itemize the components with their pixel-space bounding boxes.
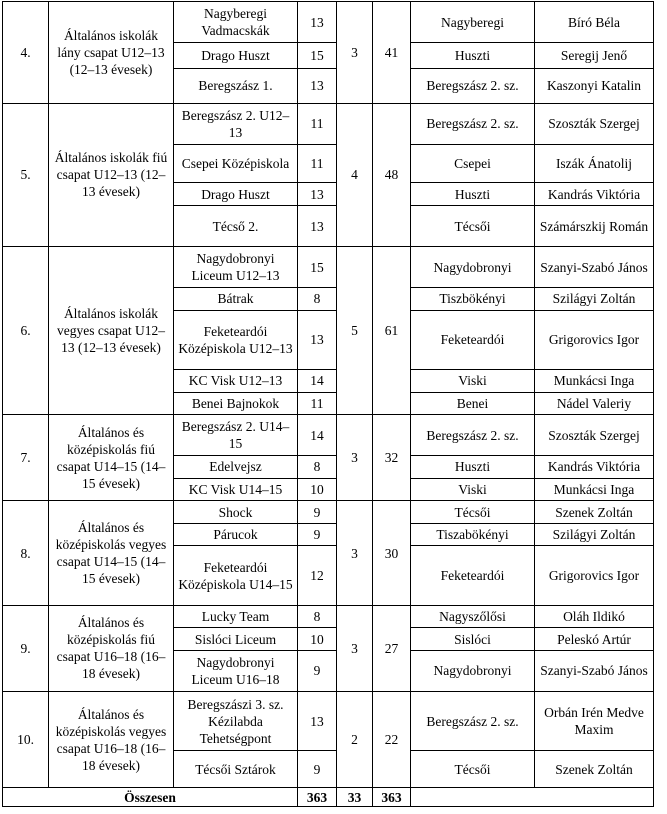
school-cell: Técsői (411, 501, 535, 524)
school-cell: Nagydobronyi (411, 650, 535, 691)
team-name-cell: Feketeardói Középiskola U14–15 (174, 546, 298, 605)
team-name-cell: Sislóci Liceum (174, 628, 298, 651)
table-row (3, 691, 654, 750)
coach-cell: Oláh Ildikó (535, 605, 654, 628)
team-name-cell: Benei Bajnokok (174, 392, 298, 415)
club-count-cell: 3 (337, 501, 373, 606)
table-row (3, 103, 654, 144)
player-count-cell: 15 (298, 247, 337, 288)
team-name-cell: Shock (174, 501, 298, 524)
coach-cell: Iszák Ánatolij (535, 144, 654, 183)
team-name-cell: Beregszász 2. U12–13 (174, 103, 298, 144)
player-count-cell: 13 (298, 206, 337, 247)
category-cell: Általános és középiskolás vegyes csapat U14–15 (14–15 évesek) (49, 501, 174, 606)
players-total-cell: 22 (373, 691, 411, 787)
total-clubs: 33 (337, 788, 373, 807)
player-count-cell: 9 (298, 751, 337, 788)
players-total-cell: 41 (373, 2, 411, 104)
team-name-cell: Nagydobronyi Liceum U16–18 (174, 650, 298, 691)
school-cell: Nagyszőlősi (411, 605, 535, 628)
category-cell: Általános és középiskolás fiú csapat U16–18 (16–18 évesek) (49, 605, 174, 691)
table-row (3, 247, 654, 288)
team-name-cell: Edelvejsz (174, 456, 298, 479)
team-name-cell: Técsői Sztárok (174, 751, 298, 788)
total-row (3, 788, 654, 807)
player-count-cell: 13 (298, 2, 337, 43)
coach-cell: Szanyi-Szabó János (535, 247, 654, 288)
teams-table (2, 1, 654, 807)
school-cell: Benei (411, 392, 535, 415)
table-row (3, 501, 654, 524)
coach-cell: Peleskó Artúr (535, 628, 654, 651)
coach-cell: Munkácsi Inga (535, 370, 654, 393)
players-total-cell: 32 (373, 415, 411, 501)
table-row (3, 2, 654, 43)
row-number: 9. (3, 605, 49, 691)
category-cell: Általános iskolák fiú csapat U12–13 (12–13 évesek) (49, 103, 174, 247)
school-cell: Viski (411, 370, 535, 393)
coach-cell: Szilágyi Zoltán (535, 523, 654, 546)
player-count-cell: 14 (298, 370, 337, 393)
coach-cell: Szoszták Szergej (535, 415, 654, 456)
team-name-cell: KC Visk U12–13 (174, 370, 298, 393)
player-count-cell: 12 (298, 546, 337, 605)
coach-cell: Bíró Béla (535, 2, 654, 43)
school-cell: Csepei (411, 144, 535, 183)
coach-cell: Kandrás Viktória (535, 456, 654, 479)
category-cell: Általános iskolák vegyes csapat U12–13 (12–13 évesek) (49, 247, 174, 415)
school-cell: Beregszász 2. sz. (411, 68, 535, 103)
coach-cell: Grigorovics Igor (535, 546, 654, 605)
coach-cell: Kandrás Viktória (535, 183, 654, 206)
total-label: Összesen (3, 788, 298, 807)
player-count-cell: 11 (298, 103, 337, 144)
player-count-cell: 13 (298, 310, 337, 369)
team-name-cell: Beregszász 1. (174, 68, 298, 103)
coach-cell: Szenek Zoltán (535, 751, 654, 788)
team-name-cell: Beregszász 2. U14–15 (174, 415, 298, 456)
school-cell: Beregszász 2. sz. (411, 691, 535, 750)
club-count-cell: 5 (337, 247, 373, 415)
team-name-cell: Técső 2. (174, 206, 298, 247)
player-count-cell: 9 (298, 501, 337, 524)
school-cell: Técsői (411, 751, 535, 788)
player-count-cell: 8 (298, 288, 337, 311)
school-cell: Nagydobronyi (411, 247, 535, 288)
player-count-cell: 10 (298, 628, 337, 651)
category-cell: Általános és középiskolás vegyes csapat U16–18 (16–18 évesek) (49, 691, 174, 787)
row-number: 8. (3, 501, 49, 606)
category-cell: Általános iskolák lány csapat U12–13 (12–13 évesek) (49, 2, 174, 104)
player-count-cell: 10 (298, 478, 337, 501)
player-count-cell: 14 (298, 415, 337, 456)
team-name-cell: Drago Huszt (174, 183, 298, 206)
coach-cell: Seregij Jenő (535, 43, 654, 69)
school-cell: Beregszász 2. sz. (411, 103, 535, 144)
school-cell: Tiszbökényi (411, 288, 535, 311)
team-name-cell: Beregszászi 3. sz. Kézilabda Tehetségpont (174, 691, 298, 750)
coach-cell: Munkácsi Inga (535, 478, 654, 501)
coach-cell: Számárszkij Román (535, 206, 654, 247)
club-count-cell: 2 (337, 691, 373, 787)
club-count-cell: 3 (337, 2, 373, 104)
row-number: 10. (3, 691, 49, 787)
school-cell: Huszti (411, 183, 535, 206)
player-count-cell: 9 (298, 650, 337, 691)
players-total-cell: 61 (373, 247, 411, 415)
row-number: 7. (3, 415, 49, 501)
school-cell: Beregszász 2. sz. (411, 415, 535, 456)
players-total-cell: 27 (373, 605, 411, 691)
school-cell: Sislóci (411, 628, 535, 651)
coach-cell: Kaszonyi Katalin (535, 68, 654, 103)
table-row (3, 415, 654, 456)
coach-cell: Szanyi-Szabó János (535, 650, 654, 691)
school-cell: Viski (411, 478, 535, 501)
team-name-cell: KC Visk U14–15 (174, 478, 298, 501)
players-total-cell: 30 (373, 501, 411, 606)
coach-cell: Orbán Irén Medve Maxim (535, 691, 654, 750)
team-name-cell: Lucky Team (174, 605, 298, 628)
coach-cell: Szilágyi Zoltán (535, 288, 654, 311)
club-count-cell: 3 (337, 415, 373, 501)
club-count-cell: 3 (337, 605, 373, 691)
team-name-cell: Nagyberegi Vadmacskák (174, 2, 298, 43)
empty-cell (411, 788, 654, 807)
team-name-cell: Drago Huszt (174, 43, 298, 69)
player-count-cell: 8 (298, 605, 337, 628)
team-name-cell: Párucok (174, 523, 298, 546)
player-count-cell: 15 (298, 43, 337, 69)
player-count-cell: 11 (298, 392, 337, 415)
team-name-cell: Csepei Középiskola (174, 144, 298, 183)
coach-cell: Szoszták Szergej (535, 103, 654, 144)
total-count: 363 (298, 788, 337, 807)
player-count-cell: 8 (298, 456, 337, 479)
players-total-cell: 48 (373, 103, 411, 247)
player-count-cell: 11 (298, 144, 337, 183)
player-count-cell: 13 (298, 183, 337, 206)
school-cell: Feketeardói (411, 310, 535, 369)
team-name-cell: Bátrak (174, 288, 298, 311)
school-cell: Huszti (411, 43, 535, 69)
school-cell: Huszti (411, 456, 535, 479)
school-cell: Tiszabökényi (411, 523, 535, 546)
school-cell: Feketeardói (411, 546, 535, 605)
school-cell: Nagyberegi (411, 2, 535, 43)
player-count-cell: 9 (298, 523, 337, 546)
team-name-cell: Feketeardói Középiskola U12–13 (174, 310, 298, 369)
club-count-cell: 4 (337, 103, 373, 247)
coach-cell: Grigorovics Igor (535, 310, 654, 369)
coach-cell: Nádel Valeriy (535, 392, 654, 415)
row-number: 6. (3, 247, 49, 415)
row-number: 4. (3, 2, 49, 104)
total-players: 363 (373, 788, 411, 807)
player-count-cell: 13 (298, 691, 337, 750)
category-cell: Általános és középiskolás fiú csapat U14–15 (14–15 évesek) (49, 415, 174, 501)
table-row (3, 605, 654, 628)
player-count-cell: 13 (298, 68, 337, 103)
team-name-cell: Nagydobronyi Liceum U12–13 (174, 247, 298, 288)
school-cell: Técsői (411, 206, 535, 247)
row-number: 5. (3, 103, 49, 247)
coach-cell: Szenek Zoltán (535, 501, 654, 524)
